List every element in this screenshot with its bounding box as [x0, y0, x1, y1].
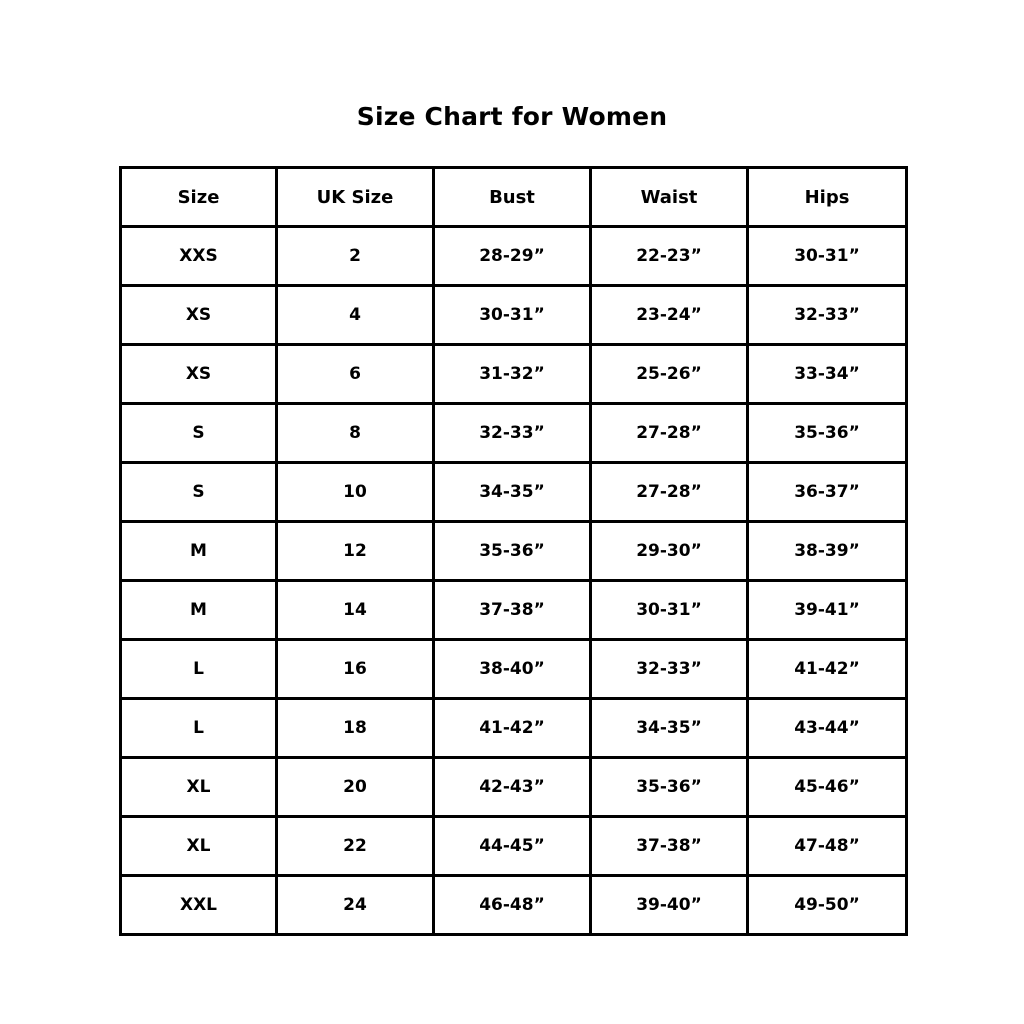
cell-uk-size: 20	[277, 758, 434, 817]
page-title: Size Chart for Women	[356, 102, 668, 131]
cell-bust: 37-38”	[434, 581, 591, 640]
cell-hips: 36-37”	[748, 463, 907, 522]
cell-waist: 30-31”	[591, 581, 748, 640]
cell-uk-size: 2	[277, 227, 434, 286]
cell-size: XXS	[121, 227, 277, 286]
cell-waist: 35-36”	[591, 758, 748, 817]
cell-size: S	[121, 404, 277, 463]
table-row	[121, 227, 907, 286]
column-header-hips: Hips	[748, 168, 907, 227]
cell-waist: 37-38”	[591, 817, 748, 876]
cell-waist: 32-33”	[591, 640, 748, 699]
cell-hips: 35-36”	[748, 404, 907, 463]
cell-waist: 22-23”	[591, 227, 748, 286]
table-row	[121, 640, 907, 699]
cell-uk-size: 6	[277, 345, 434, 404]
cell-hips: 43-44”	[748, 699, 907, 758]
cell-bust: 28-29”	[434, 227, 591, 286]
cell-bust: 41-42”	[434, 699, 591, 758]
cell-size: S	[121, 463, 277, 522]
cell-bust: 34-35”	[434, 463, 591, 522]
cell-hips: 33-34”	[748, 345, 907, 404]
cell-waist: 27-28”	[591, 463, 748, 522]
cell-bust: 32-33”	[434, 404, 591, 463]
cell-uk-size: 22	[277, 817, 434, 876]
table-row	[121, 699, 907, 758]
cell-uk-size: 12	[277, 522, 434, 581]
column-header-size: Size	[121, 168, 277, 227]
size-chart-table	[119, 166, 908, 936]
cell-waist: 34-35”	[591, 699, 748, 758]
column-header-waist: Waist	[591, 168, 748, 227]
cell-size: L	[121, 640, 277, 699]
cell-waist: 39-40”	[591, 876, 748, 935]
cell-waist: 25-26”	[591, 345, 748, 404]
table-row	[121, 463, 907, 522]
table-header-row	[121, 168, 907, 227]
table-body	[121, 227, 907, 935]
cell-bust: 44-45”	[434, 817, 591, 876]
cell-hips: 30-31”	[748, 227, 907, 286]
cell-size: XL	[121, 758, 277, 817]
cell-size: M	[121, 581, 277, 640]
cell-bust: 35-36”	[434, 522, 591, 581]
cell-hips: 38-39”	[748, 522, 907, 581]
size-chart-table-wrap	[119, 166, 905, 936]
cell-bust: 46-48”	[434, 876, 591, 935]
cell-hips: 39-41”	[748, 581, 907, 640]
table-row	[121, 581, 907, 640]
cell-size: XS	[121, 286, 277, 345]
cell-uk-size: 4	[277, 286, 434, 345]
table-row	[121, 758, 907, 817]
cell-uk-size: 10	[277, 463, 434, 522]
cell-waist: 27-28”	[591, 404, 748, 463]
cell-uk-size: 24	[277, 876, 434, 935]
cell-hips: 32-33”	[748, 286, 907, 345]
cell-size: XL	[121, 817, 277, 876]
cell-uk-size: 14	[277, 581, 434, 640]
table-header	[121, 168, 907, 227]
cell-waist: 29-30”	[591, 522, 748, 581]
cell-hips: 47-48”	[748, 817, 907, 876]
cell-bust: 38-40”	[434, 640, 591, 699]
cell-uk-size: 8	[277, 404, 434, 463]
cell-size: L	[121, 699, 277, 758]
cell-hips: 49-50”	[748, 876, 907, 935]
cell-uk-size: 16	[277, 640, 434, 699]
cell-uk-size: 18	[277, 699, 434, 758]
table-row	[121, 404, 907, 463]
cell-hips: 41-42”	[748, 640, 907, 699]
cell-waist: 23-24”	[591, 286, 748, 345]
table-row	[121, 522, 907, 581]
column-header-bust: Bust	[434, 168, 591, 227]
cell-bust: 31-32”	[434, 345, 591, 404]
column-header-uk-size: UK Size	[277, 168, 434, 227]
table-row	[121, 817, 907, 876]
cell-hips: 45-46”	[748, 758, 907, 817]
cell-size: M	[121, 522, 277, 581]
table-row	[121, 876, 907, 935]
table-row	[121, 345, 907, 404]
table-row	[121, 286, 907, 345]
cell-bust: 42-43”	[434, 758, 591, 817]
cell-bust: 30-31”	[434, 286, 591, 345]
cell-size: XXL	[121, 876, 277, 935]
cell-size: XS	[121, 345, 277, 404]
